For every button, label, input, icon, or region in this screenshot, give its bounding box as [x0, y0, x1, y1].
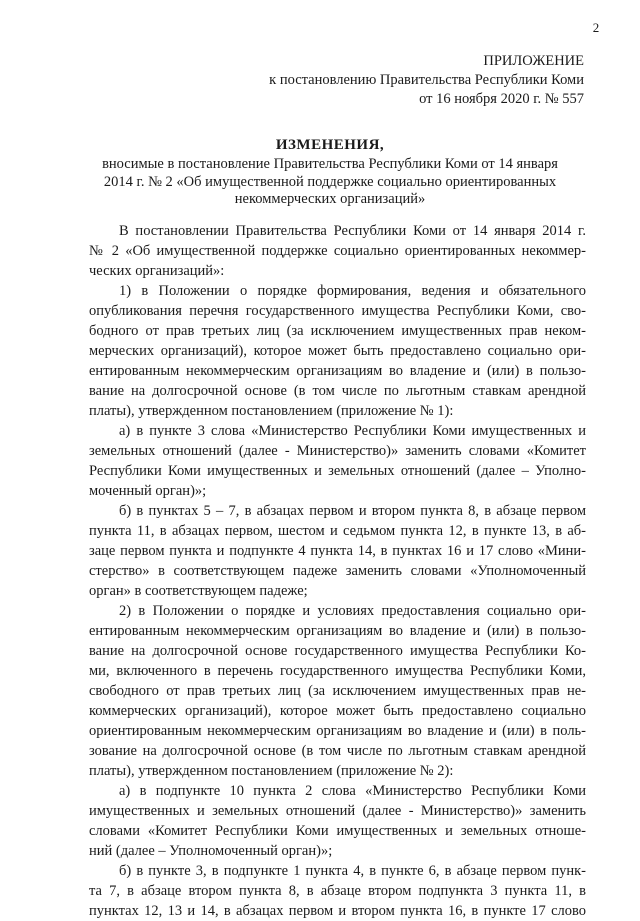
- body-line: ми, включенного в перечень государственного имущества Республики Коми,: [89, 663, 586, 679]
- subtitle-line: некоммерческих организаций»: [234, 191, 426, 207]
- body-line: а) в пункте 3 слова «Министерство Республики Коми имущественных и: [119, 423, 586, 439]
- body-line: имущественных и земельных отношений (далее - Министерство)» заменить: [89, 803, 586, 819]
- body-line: заце первом пункта и подпункте 4 пункта 14, в пунктах 16 и 17 слово «Мини-: [89, 543, 586, 559]
- body-line: пунктах 12, 13 и 14, в абзацах первом и втором пункта 16, в пункте 17 слово: [89, 903, 586, 919]
- body-line: та 7, в абзаце втором пункта 8, в абзаце втором подпункта 3 пункта 11, в: [89, 883, 586, 899]
- body-line: словами «Комитет Республики Коми имущественных и земельных отноше-: [89, 823, 586, 839]
- body-line: мерческих организаций), которое может быть предоставлено социально ори-: [89, 343, 586, 359]
- body-line: 2) в Положении о порядке и условиях предоставления социально ори-: [119, 603, 586, 619]
- appendix-header: [269, 52, 584, 109]
- body-line: а) в подпункте 10 пункта 2 слова «Министерство Республики Коми: [119, 783, 586, 799]
- body-line: пункта 11, в абзацах первом, шестом и седьмом пункта 12, в пункте 13, в аб-: [89, 523, 586, 539]
- document-body: [89, 221, 586, 921]
- appendix-decree-ref: к постановлению Правительства Республики Коми: [269, 72, 584, 88]
- body-line: вание на долгосрочной основе (в том числе по льготным ставкам арендной: [89, 383, 586, 399]
- appendix-label: ПРИЛОЖЕНИЕ: [483, 53, 584, 69]
- document-title: ИЗМЕНЕНИЯ,: [275, 137, 385, 153]
- body-line: платы), утвержденном постановлением (приложение № 2):: [89, 763, 454, 779]
- body-line: В постановлении Правительства Республики Коми от 14 января 2014 г.: [119, 223, 586, 239]
- appendix-decree-date: от 16 ноября 2020 г. № 557: [419, 91, 584, 107]
- body-line: 1) в Положении о порядке формирования, ведения и обязательного: [119, 283, 586, 299]
- body-line: моченный орган)»;: [89, 483, 207, 499]
- body-line: стерство» в соответствующем падеже заменить словами «Уполномоченный: [89, 563, 586, 579]
- body-line: ентированным некоммерческим организациям во владение и (или) в пользо-: [89, 623, 586, 639]
- body-line: б) в пунктах 5 – 7, в абзацах первом и втором пункта 8, в абзаце первом: [119, 503, 586, 519]
- body-line: вание на долгосрочной основе государственного имущества Республики Ко-: [89, 643, 586, 659]
- page-number: 2: [592, 20, 600, 35]
- body-line: зование на долгосрочной основе (в том числе по льготным ставкам арендной: [89, 743, 586, 759]
- body-line: ческих организаций»:: [89, 263, 225, 279]
- body-line: ентированным некоммерческим организациям во владение и (или) в пользо-: [89, 363, 586, 379]
- body-line: бодного от прав третьих лиц (за исключением имущественных прав неком-: [89, 323, 586, 339]
- body-line: б) в пункте 3, в подпункте 1 пункта 4, в пункте 6, в абзаце первом пунк-: [119, 863, 586, 879]
- body-line: опубликования перечня государственного имущества Республики Коми, сво-: [89, 303, 586, 319]
- document-subtitle: [60, 156, 600, 209]
- body-line: платы), утвержденном постановлением (приложение № 1):: [89, 403, 454, 419]
- body-line: орган» в соответствующем падеже;: [89, 583, 308, 599]
- body-line: ний (далее – Уполномоченный орган)»;: [89, 843, 333, 859]
- subtitle-line: вносимые в постановление Правительства Республики Коми от 14 января: [102, 156, 558, 172]
- body-line: Республики Коми имущественных и земельных отношений (далее – Уполно-: [89, 463, 586, 479]
- subtitle-line: 2014 г. № 2 «Об имущественной поддержке социально ориентированных: [103, 173, 557, 190]
- body-line: земельных отношений (далее - Министерство)» заменить словами «Комитет: [89, 443, 586, 459]
- body-line: № 2 «Об имущественной поддержке социально ориентированных некоммер-: [89, 243, 586, 259]
- body-line: коммерческих организаций), которое может быть предоставлено социально: [89, 703, 586, 719]
- body-line: свободного от прав третьих лиц (за исключением имущественных прав не-: [89, 683, 586, 699]
- body-line: ориентированным некоммерческим организациям во владение и (или) в поль-: [89, 723, 586, 739]
